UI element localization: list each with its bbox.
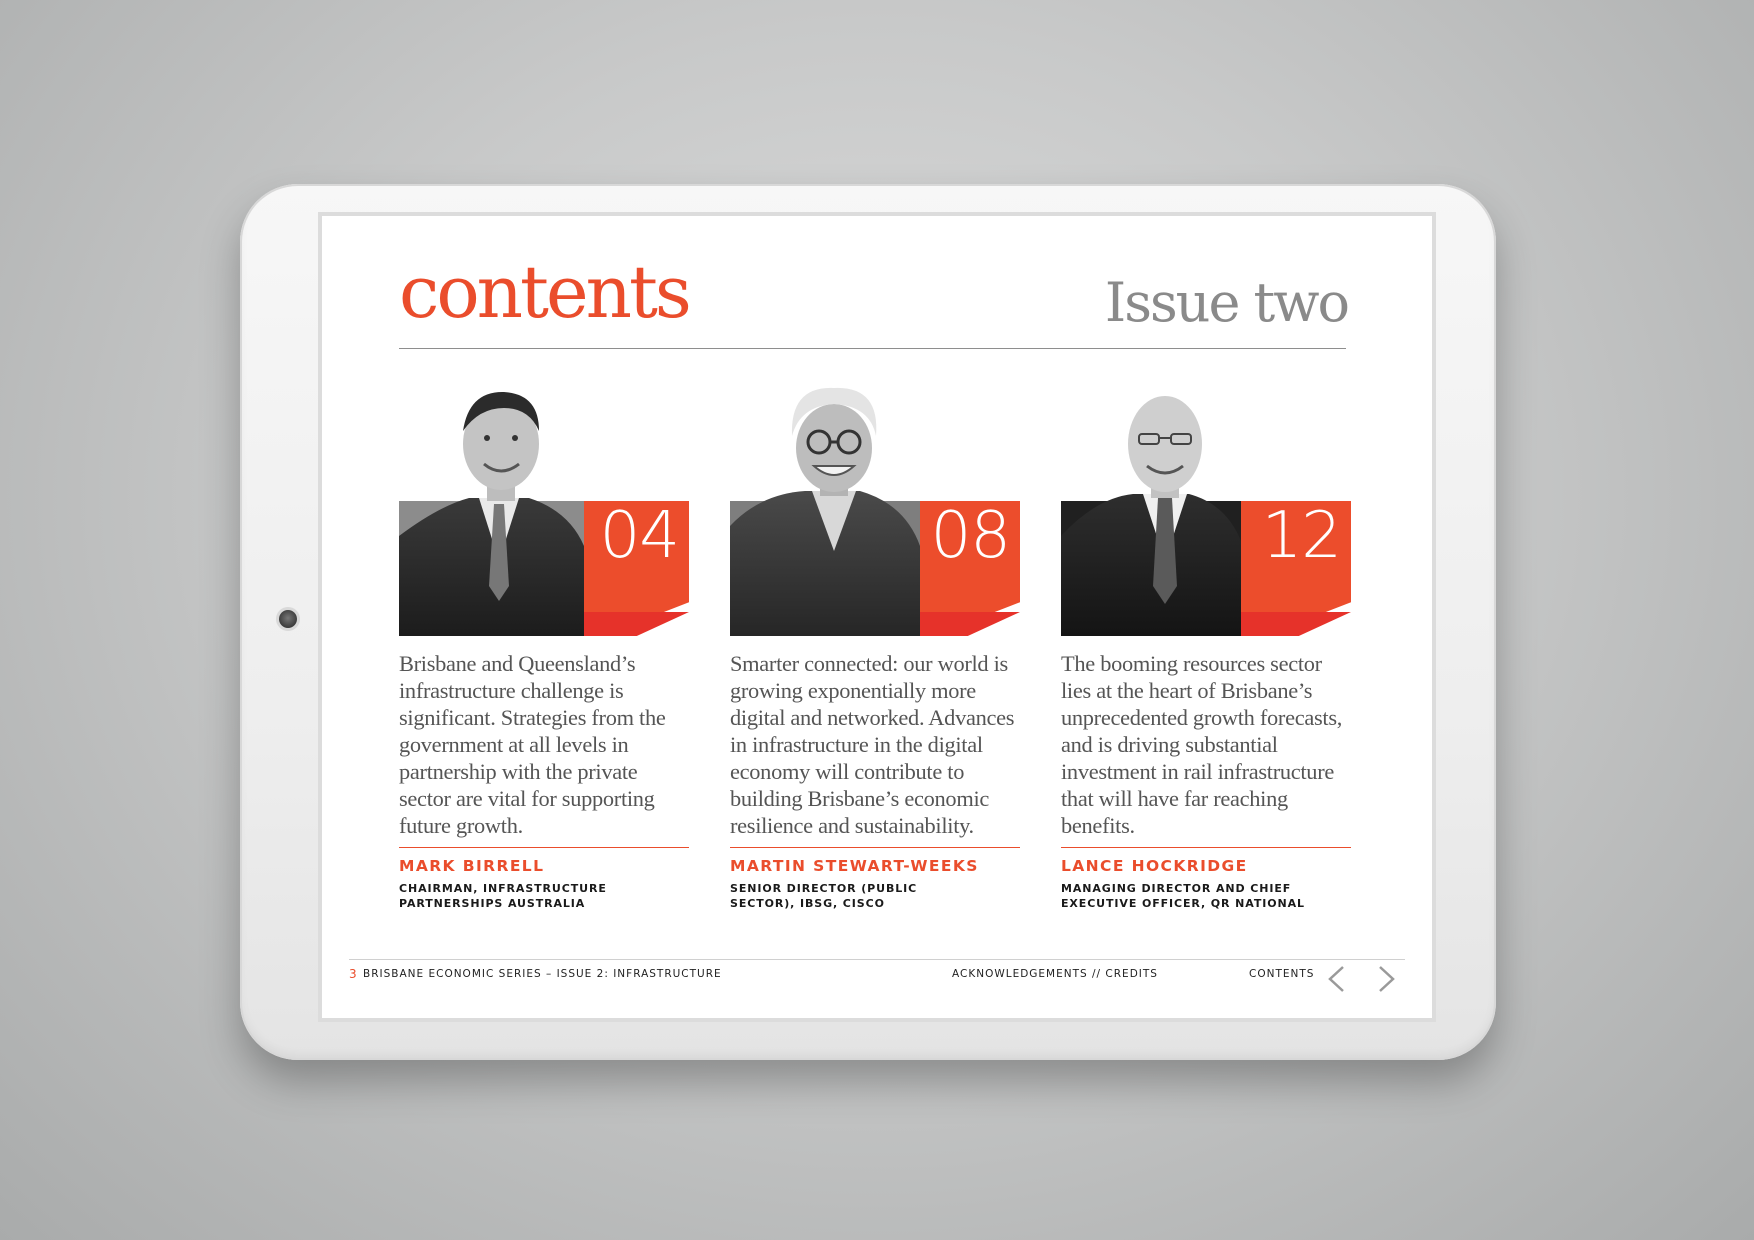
portrait-photo	[399, 386, 609, 636]
author-role: SENIOR DIRECTOR (PUBLIC SECTOR), IBSG, CISCO	[730, 882, 918, 910]
article-description: The booming resources sector lies at the heart of Brisbane’s unprecedented growth forecasts, and is driving substantial investment in rail infrastructure that will have far reaching benefits.	[1061, 651, 1343, 838]
chevron-right-icon[interactable]	[1376, 964, 1398, 994]
author-name: LANCE HOCKRIDGE	[1061, 857, 1248, 875]
home-button[interactable]	[279, 610, 297, 628]
article-thumbnail	[730, 386, 1020, 636]
footer-series-title: BRISBANE ECONOMIC SERIES – ISSUE 2: INFRASTRUCTURE	[363, 968, 722, 980]
chevron-left-icon[interactable]	[1325, 964, 1347, 994]
screen	[322, 216, 1432, 1018]
page-number-badge: 04	[599, 499, 679, 573]
acknowledgements-link[interactable]: ACKNOWLEDGEMENTS // CREDITS	[952, 968, 1158, 980]
issue-label: Issue two	[1104, 271, 1348, 334]
article-description: Brisbane and Queensland’s infrastructure challenge is significant. Strategies from the government at all levels in partnership with the private sector are vital for supporting future growth.	[399, 651, 666, 838]
page-number-badge: 08	[930, 499, 1010, 573]
footer-page-number: 3	[349, 967, 358, 981]
author-role: CHAIRMAN, INFRASTRUCTURE PARTNERSHIPS AUSTRALIA	[399, 882, 607, 910]
article-divider	[1061, 847, 1351, 848]
author-role: MANAGING DIRECTOR AND CHIEF EXECUTIVE OFFICER, QR NATIONAL	[1061, 882, 1305, 910]
header-divider	[399, 348, 1346, 349]
footer-divider	[349, 959, 1405, 960]
article-thumbnail	[399, 386, 689, 636]
author-name: MARK BIRRELL	[399, 857, 545, 875]
article-divider	[730, 847, 1020, 848]
article-card[interactable]	[730, 386, 1020, 911]
page-title: contents	[399, 250, 689, 334]
article-divider	[399, 847, 689, 848]
author-name: MARTIN STEWART-WEEKS	[730, 857, 979, 875]
article-card[interactable]	[1061, 386, 1351, 911]
article-thumbnail	[1061, 386, 1351, 636]
contents-link[interactable]: CONTENTS	[1249, 968, 1315, 980]
portrait-photo	[1061, 386, 1271, 636]
portrait-photo	[730, 386, 940, 636]
article-card[interactable]	[399, 386, 689, 911]
tablet-frame	[240, 184, 1496, 1060]
page-number-badge: 12	[1261, 499, 1341, 573]
article-description: Smarter connected: our world is growing exponentially more digital and networked. Advances in infrastructure in the digital economy will contribute to building Brisbane’s economic resilience and sustainability.	[730, 651, 1015, 838]
